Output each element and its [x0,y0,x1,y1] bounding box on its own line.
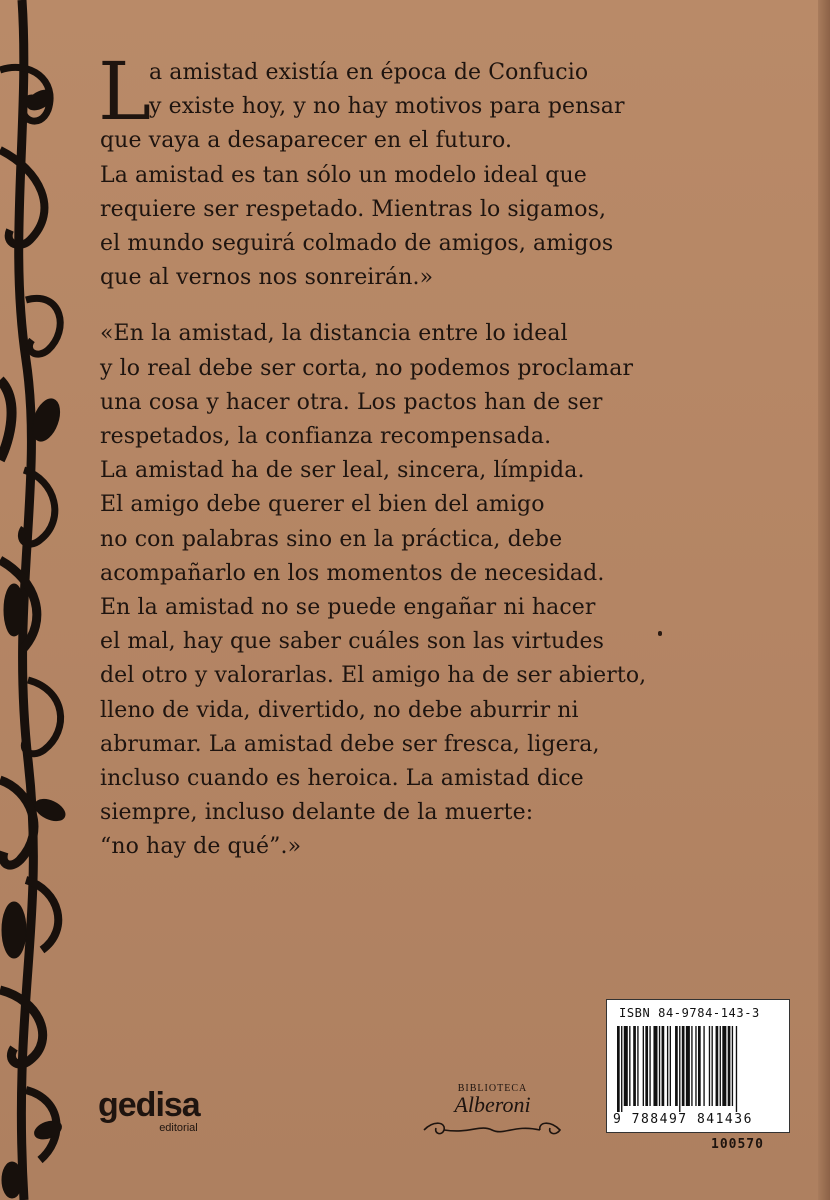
barcode-bar [698,1026,701,1106]
ean-digits: 9 788497 841436 [613,1112,753,1127]
print-speck [658,631,662,636]
collection-label: BIBLIOTECA [457,1083,528,1094]
blurb-paragraph-2 [100,317,647,864]
publisher-subtitle: editorial [159,1122,198,1134]
blurb-line: una cosa y hacer otra. Los pactos han de ser [100,389,603,415]
publisher-name: gedisa [98,1086,200,1124]
blurb-line: y lo real debe ser corta, no podemos proclamar [100,355,634,381]
blurb-text [98,45,647,865]
barcode-bar [649,1026,650,1106]
publisher-logo [98,1088,200,1134]
barcode-bar [720,1026,721,1106]
barcode-bar [679,1026,680,1112]
blurb-line: lleno de vida, divertido, no debe aburrir ni [100,697,579,723]
barcode-bar [670,1026,671,1106]
blurb-line: del otro y valorarlas. El amigo ha de ser abierto, [100,663,647,689]
cover-edge [818,0,830,1200]
barcode-bar [659,1026,660,1106]
barcode-bar [621,1026,622,1112]
blurb-paragraph-1 [98,45,625,295]
barcode-bar [716,1026,719,1106]
barcode-bar [709,1026,710,1106]
blurb-line: el mundo seguirá colmado de amigos, amigos [100,231,614,257]
blurb-line: y existe hoy, y no hay motivos para pensar [149,94,625,120]
blurb-line: La amistad es tan sólo un modelo ideal que [100,162,587,188]
collection-logo [420,1083,565,1142]
blurb-line: acompañarlo en los momentos de necesidad. [100,560,605,586]
barcode-bar [653,1026,657,1106]
blurb-line: el mal, hay que saber cuáles son las virtudes [100,629,605,655]
barcode-bar [633,1026,636,1106]
flourish-icon [420,1116,565,1142]
blurb-line: respetados, la confianza recompensada. [100,424,552,450]
blurb-line: requiere ser respetado. Mientras lo sigamos, [100,196,607,222]
blurb-line: abrumar. La amistad debe ser fresca, ligera, [100,731,600,757]
barcode-bar [662,1026,665,1106]
blurb-line: que al vernos nos sonreirán.» [100,265,434,291]
barcode-bar [728,1026,731,1106]
barcode-bar [624,1026,628,1106]
barcode-bar [703,1026,704,1106]
floral-ornament-border [0,0,80,1200]
isbn-barcode [606,999,790,1133]
blurb-line: La amistad ha de ser leal, sincera, límpida. [100,458,585,484]
barcode-bars [617,1026,779,1112]
barcode-bar [736,1026,737,1112]
blurb-line: no con palabras sino en la práctica, debe [100,526,563,552]
barcode-bar [695,1026,696,1106]
blurb-line: que vaya a desaparecer en el futuro. [100,128,513,154]
barcode-bar [712,1026,713,1106]
collection-name: Alberoni [454,1092,531,1117]
blurb-line: a amistad existía en época de Confucio [149,60,589,85]
barcode-bar [643,1026,644,1106]
blurb-line: El amigo debe querer el bien del amigo [100,492,545,518]
barcode-bar [645,1026,648,1106]
barcode-bar [667,1026,668,1106]
barcode-bar [682,1026,685,1106]
blurb-line: En la amistad no se puede engañar ni hacer [100,595,596,621]
isbn-label: ISBN 84-9784-143-3 [619,1006,760,1020]
barcode-bar [691,1026,692,1106]
blurb-line: incluso cuando es heroica. La amistad dice [100,766,584,792]
blurb-line: “no hay de qué”.» [100,834,302,860]
barcode-bar [686,1026,690,1106]
drop-cap: L [98,45,152,138]
barcode-bar [629,1026,630,1106]
barcode-bar [637,1026,638,1106]
barcode-bar [675,1026,678,1106]
barcode-bar [722,1026,726,1106]
product-code: 100570 [711,1137,764,1152]
barcode-bar [617,1026,620,1112]
blurb-line: siempre, incluso delante de la muerte: [100,800,534,826]
barcode-bar [732,1026,733,1106]
blurb-line: «En la amistad, la distancia entre lo ideal [100,321,568,347]
